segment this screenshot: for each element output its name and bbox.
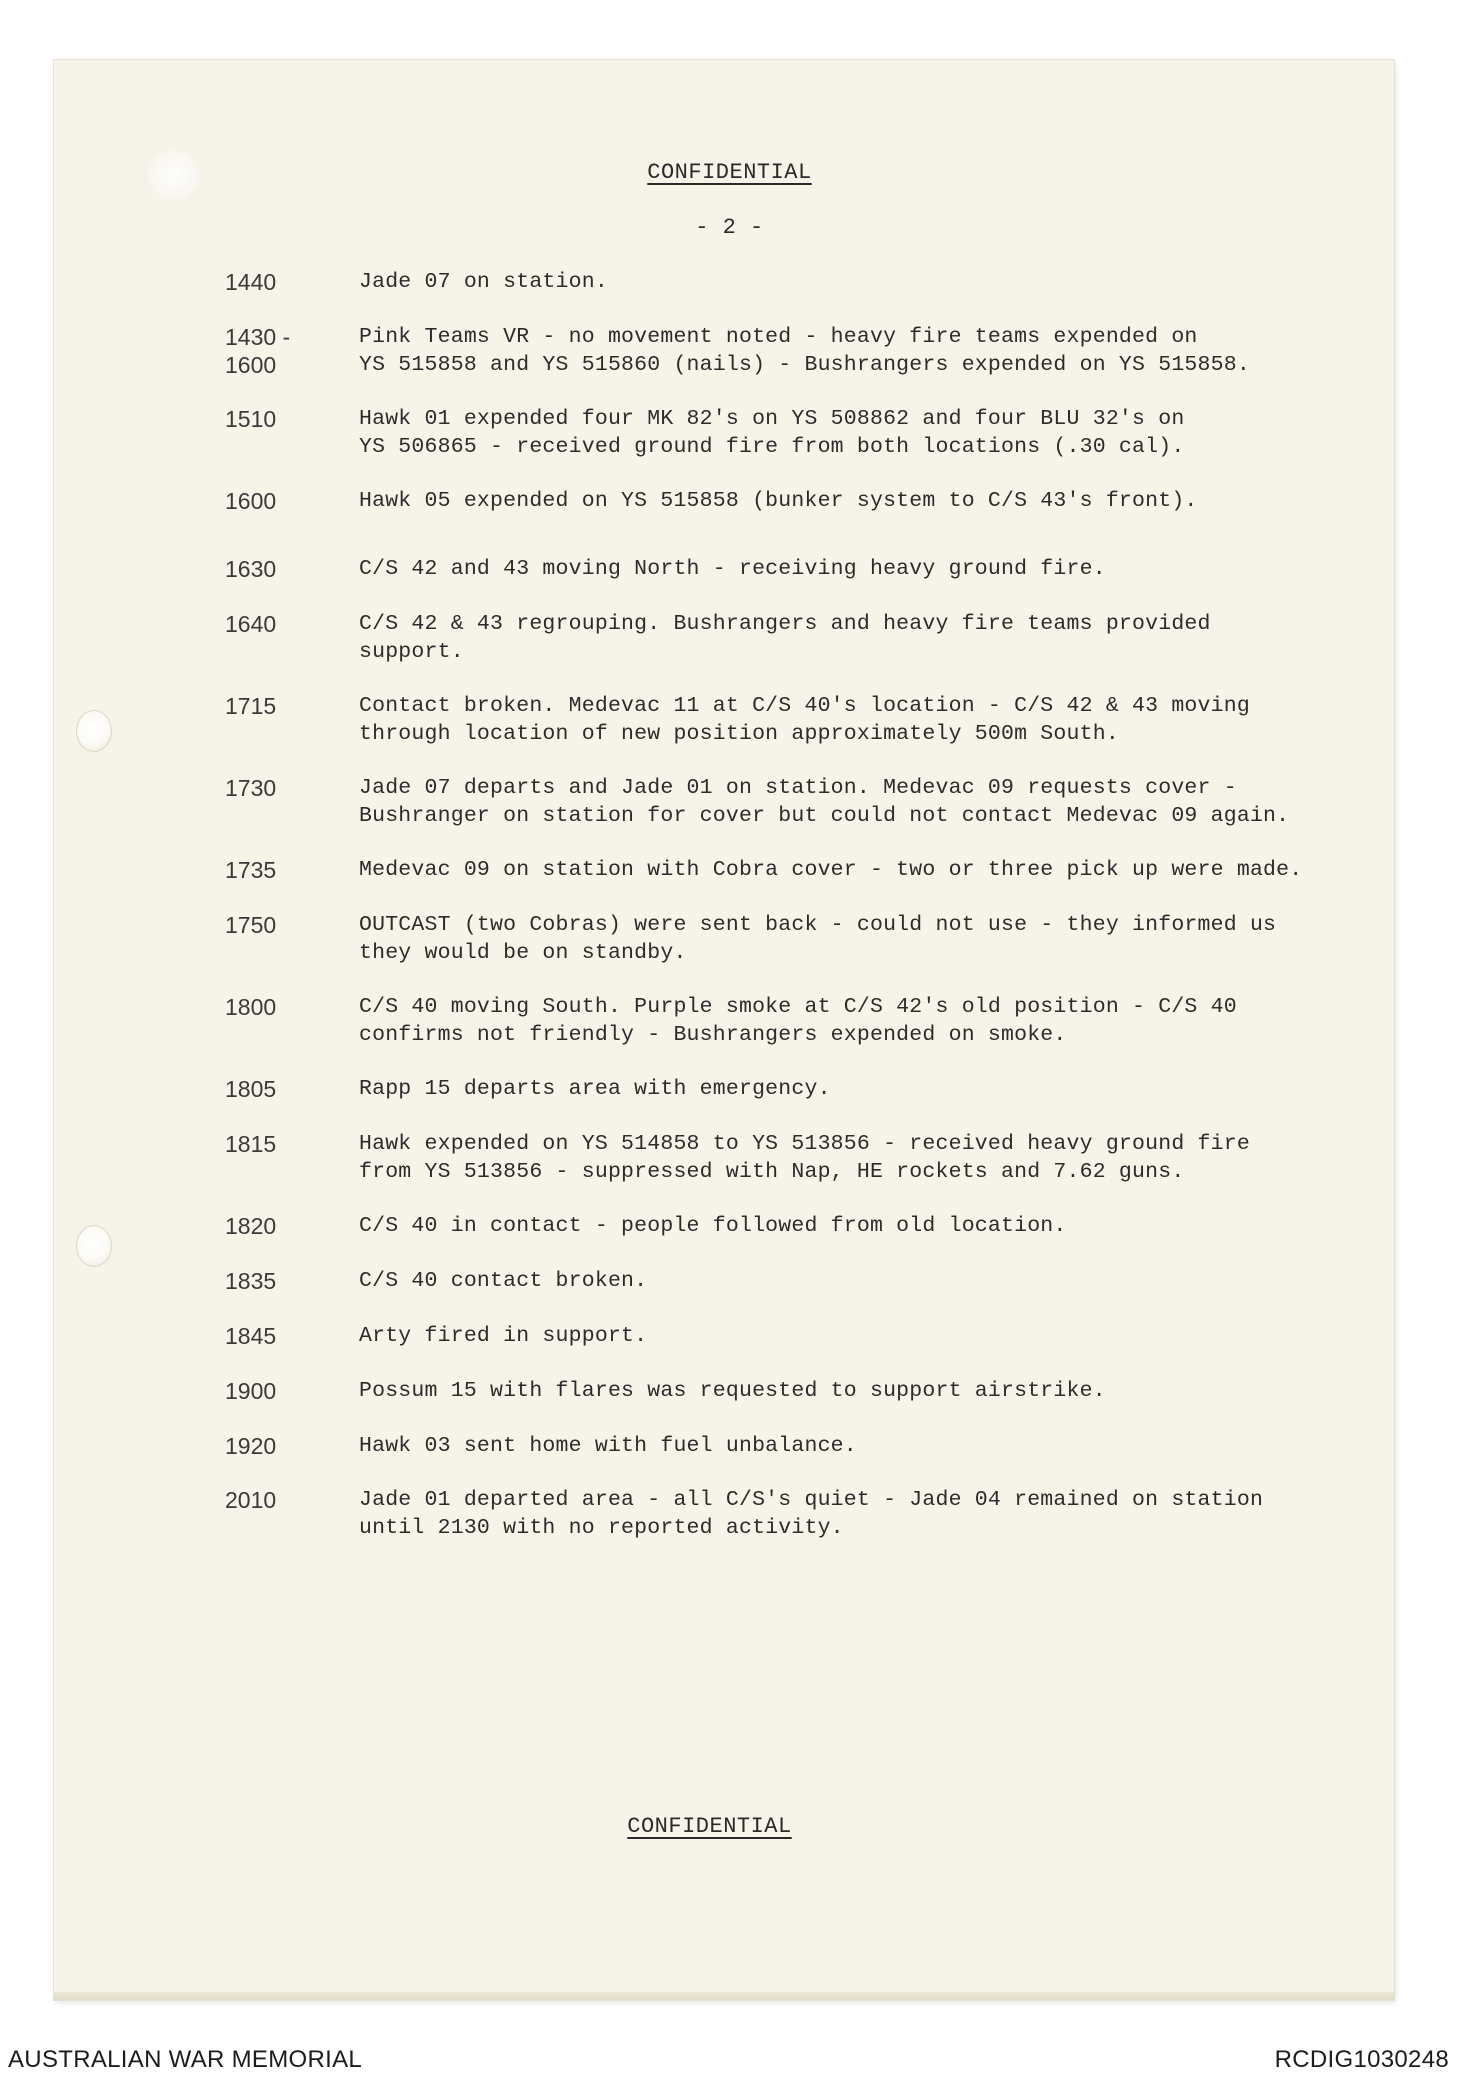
- entry-text: Hawk expended on YS 514858 to YS 513856 - received heavy ground fire from YS 513856 - suppressed with Nap, HE rockets and 7.62 guns.: [359, 1132, 1250, 1184]
- classification-footer-text: CONFIDENTIAL: [627, 1814, 792, 1839]
- entry-time: 1920: [225, 1433, 277, 1459]
- entry-time: 1440: [225, 269, 277, 295]
- punch-hole: [76, 710, 112, 752]
- entry-time: 1820: [225, 1213, 277, 1239]
- entry-text: Medevac 09 on station with Cobra cover - two or three pick up were made.: [359, 858, 1303, 882]
- entry-text: OUTCAST (two Cobras) were sent back - could not use - they informed us they would be on standby.: [359, 913, 1277, 965]
- entry-text: Rapp 15 departs area with emergency.: [359, 1077, 831, 1101]
- entry-text: Hawk 01 expended four MK 82's on YS 508862 and four BLU 32's on YS 506865 - received ground fire from both locations (.30 cal).: [359, 407, 1185, 459]
- entry-time: 1805: [225, 1076, 277, 1102]
- entry-text: Jade 07 departs and Jade 01 on station. Medevac 09 requests cover - Bushranger on station for cover but could not contact Medevac 09 again.: [359, 776, 1290, 828]
- entry-time: 1900: [225, 1378, 277, 1404]
- entry-text: Hawk 03 sent home with fuel unbalance.: [359, 1434, 857, 1458]
- entry-time: 1600: [225, 488, 277, 514]
- entry-text: Contact broken. Medevac 11 at C/S 40's location - C/S 42 & 43 moving through location of new position approximately 500m South.: [359, 694, 1250, 746]
- entry-text: Hawk 05 expended on YS 515858 (bunker system to C/S 43's front).: [359, 489, 1198, 513]
- entry-text: Possum 15 with flares was requested to support airstrike.: [359, 1379, 1106, 1403]
- entry-time: 2010: [225, 1487, 277, 1513]
- entry-text: C/S 40 contact broken.: [359, 1269, 648, 1293]
- punch-hole: [76, 1225, 112, 1267]
- page-number: - 2 -: [695, 215, 764, 240]
- entry-time: 1845: [225, 1323, 277, 1349]
- entry-text: C/S 40 moving South. Purple smoke at C/S 42's old position - C/S 40 confirms not friendly - Bushrangers expended on smoke.: [359, 995, 1237, 1047]
- entry-time: 1510: [225, 406, 277, 432]
- entry-text: Jade 07 on station.: [359, 270, 608, 294]
- entry-time: 1815: [225, 1131, 277, 1157]
- entry-time: 1430 - 1600: [225, 324, 291, 378]
- entry-time: 1640: [225, 611, 277, 637]
- classification-header: [0, 160, 1459, 185]
- entry-time: 1630: [225, 556, 277, 582]
- entry-time: 1750: [225, 912, 277, 938]
- entry-text: Pink Teams VR - no movement noted - heavy fire teams expended on YS 515858 and YS 515860 (nails) - Bushrangers expended on YS 515858.: [359, 325, 1250, 377]
- entry-time: 1800: [225, 994, 277, 1020]
- archive-credit: AUSTRALIAN WAR MEMORIAL: [8, 2046, 363, 2073]
- entry-text: Jade 01 departed area - all C/S's quiet - Jade 04 remained on station until 2130 with no reported activity.: [359, 1488, 1264, 1540]
- entry-time: 1835: [225, 1268, 277, 1294]
- entry-time: 1735: [225, 857, 277, 883]
- archive-reference: RCDIG1030248: [1274, 2046, 1449, 2073]
- entry-time: 1715: [225, 693, 277, 719]
- entry-time: 1730: [225, 775, 277, 801]
- classification-header-text: CONFIDENTIAL: [647, 160, 812, 185]
- entry-text: C/S 42 and 43 moving North - receiving heavy ground fire.: [359, 557, 1106, 581]
- entry-text: Arty fired in support.: [359, 1324, 648, 1348]
- classification-footer: [0, 1814, 1439, 1839]
- entry-text: C/S 40 in contact - people followed from old location.: [359, 1214, 1067, 1238]
- entry-text: C/S 42 & 43 regrouping. Bushrangers and heavy fire teams provided support.: [359, 612, 1211, 664]
